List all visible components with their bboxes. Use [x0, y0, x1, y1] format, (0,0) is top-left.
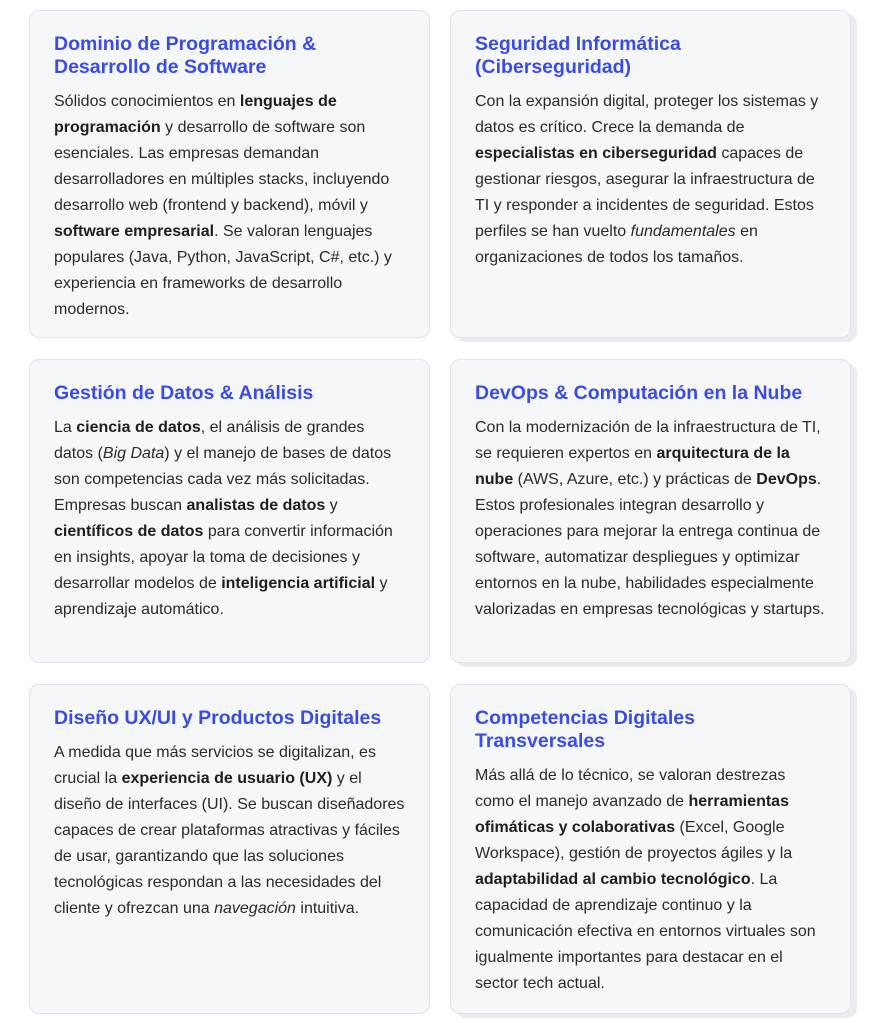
body-text: . La capacidad de aprendizaje continuo y la comunicación efectiva en entornos virtuales son igualmente importantes para destacar en el sector tech actual.: [475, 871, 816, 992]
card-title: DevOps & Computación en la Nube: [475, 382, 803, 404]
bold-text: software empresarial: [54, 223, 215, 240]
body-text: ) y el manejo de bases de datos son competencias cada vez más solicitadas. Empresas buscan: [54, 445, 392, 514]
bold-text: adaptabilidad al cambio tecnológico: [475, 871, 751, 888]
bold-text: DevOps: [756, 471, 817, 488]
body-text: intuitiva.: [295, 900, 360, 917]
card-title: Diseño UX/UI y Productos Digitales: [54, 707, 382, 729]
card-body: [475, 763, 826, 997]
body-text: A medida que más servicios se digitalizan, es crucial la: [54, 744, 376, 787]
body-text: y aprendizaje automático.: [54, 575, 388, 618]
card-programming: [29, 10, 430, 338]
bold-text: especialistas en ciberseguridad: [475, 145, 717, 162]
card-title: Gestión de Datos & Análisis: [54, 382, 314, 404]
body-text: y: [325, 497, 338, 514]
body-text: Más allá de lo técnico, se valoran destrezas como el manejo avanzado de: [475, 767, 786, 810]
card-title: Seguridad Informática (Ciberseguridad): [475, 33, 681, 78]
bold-text: inteligencia artificial: [221, 575, 376, 592]
card-data-analysis: [29, 359, 430, 663]
body-text: Sólidos conocimientos en: [54, 93, 240, 110]
bold-text: arquitectura de la nube: [475, 445, 790, 488]
card-digital-skills: [450, 684, 851, 1014]
bold-text: científicos de datos: [54, 523, 204, 540]
body-text: capaces de gestionar riesgos, asegurar la infraestructura de TI y responder a incidentes de seguridad. Estos perfiles se han vuelto: [475, 145, 815, 240]
body-text: para convertir información en insights, apoyar la toma de decisiones y desarrollar modelos de: [54, 523, 393, 592]
card-body: [475, 89, 826, 271]
bold-text: ciencia de datos: [76, 419, 201, 436]
card-devops-cloud: [450, 359, 851, 663]
body-text: . Se valoran lenguajes populares (Java, Python, JavaScript, C#, etc.) y experiencia en frameworks de desarrollo modernos.: [54, 223, 392, 318]
body-text: . Estos profesionales integran desarrollo y operaciones para mejorar la entrega continua de software, automatizar despliegues y optimizar entornos en la nube, habilidades especialmente valorizadas en empresas tecnológicas y startups.: [475, 471, 825, 618]
bold-text: herramientas ofimáticas y colaborativas: [475, 793, 789, 836]
body-text: , el análisis de grandes datos (: [54, 419, 365, 462]
card-ux-ui: [29, 684, 430, 1014]
body-text: Con la expansión digital, proteger los sistemas y datos es crítico. Crece la demanda de: [475, 93, 819, 136]
bold-text: lenguajes de programación: [54, 93, 337, 136]
body-text: y desarrollo de software son esenciales. Las empresas demandan desarrolladores en múltiples stacks, incluyendo desarrollo web (frontend y backend), móvil y: [54, 119, 390, 214]
body-text: en organizaciones de todos los tamaños.: [475, 223, 758, 266]
card-body: [54, 740, 405, 922]
card-body: [475, 415, 826, 623]
body-text: La: [54, 419, 77, 436]
card-title: Competencias Digitales Transversales: [475, 707, 695, 752]
card-cybersecurity: [450, 10, 851, 338]
card-body: [54, 89, 405, 323]
italic-text: navegación: [214, 900, 296, 917]
bold-text: analistas de datos: [186, 497, 326, 514]
body-text: y el diseño de interfaces (UI). Se buscan diseñadores capaces de crear plataformas atractivas y fáciles de usar, garantizando que las soluciones tecnológicas respondan a las necesidades del cliente y ofrezcan una: [54, 770, 405, 917]
italic-text: Big Data: [102, 445, 165, 462]
card-title: Dominio de Programación & Desarrollo de Software: [54, 33, 317, 78]
bold-text: experiencia de usuario (UX): [121, 770, 333, 787]
card-body: [54, 415, 405, 623]
italic-text: fundamentales: [630, 223, 736, 240]
body-text: Con la modernización de la infraestructura de TI, se requieren expertos en: [475, 419, 821, 462]
body-text: (AWS, Azure, etc.) y prácticas de: [513, 471, 757, 488]
body-text: (Excel, Google Workspace), gestión de proyectos ágiles y la: [475, 819, 793, 862]
